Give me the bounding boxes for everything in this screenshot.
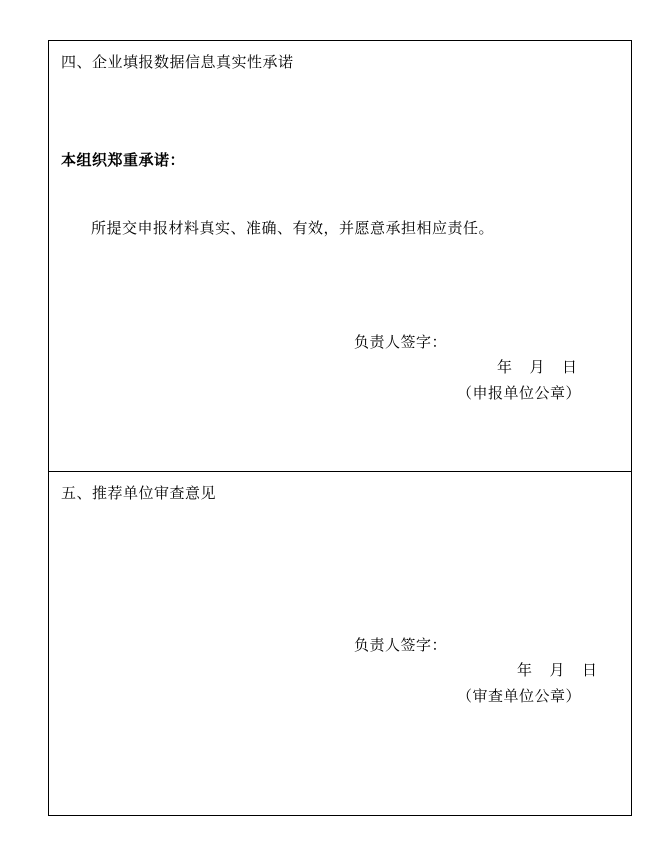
review-signature-label: 负责人签字： — [354, 638, 448, 654]
commitment-seal-label: （申报单位公章） — [457, 386, 582, 402]
commitment-signature-label: 负责人签字： — [354, 335, 448, 351]
commitment-signature-block — [49, 332, 631, 406]
review-date-line: 年 月 日 — [517, 663, 598, 679]
review-seal-label: （审查单位公章） — [457, 689, 582, 705]
commitment-date-line: 年 月 日 — [497, 360, 578, 376]
pledge-body-text: 所提交申报材料真实、准确、有效，并愿意承担相应责任。 — [91, 221, 495, 237]
review-signature-block — [49, 635, 631, 709]
section-review — [49, 472, 631, 815]
section-commitment-title: 四、企业填报数据信息真实性承诺 — [61, 55, 294, 71]
section-review-title: 五、推荐单位审查意见 — [61, 486, 217, 502]
section-commitment — [49, 41, 631, 472]
pledge-heading: 本组织郑重承诺： — [61, 153, 186, 169]
form-table — [48, 40, 632, 816]
